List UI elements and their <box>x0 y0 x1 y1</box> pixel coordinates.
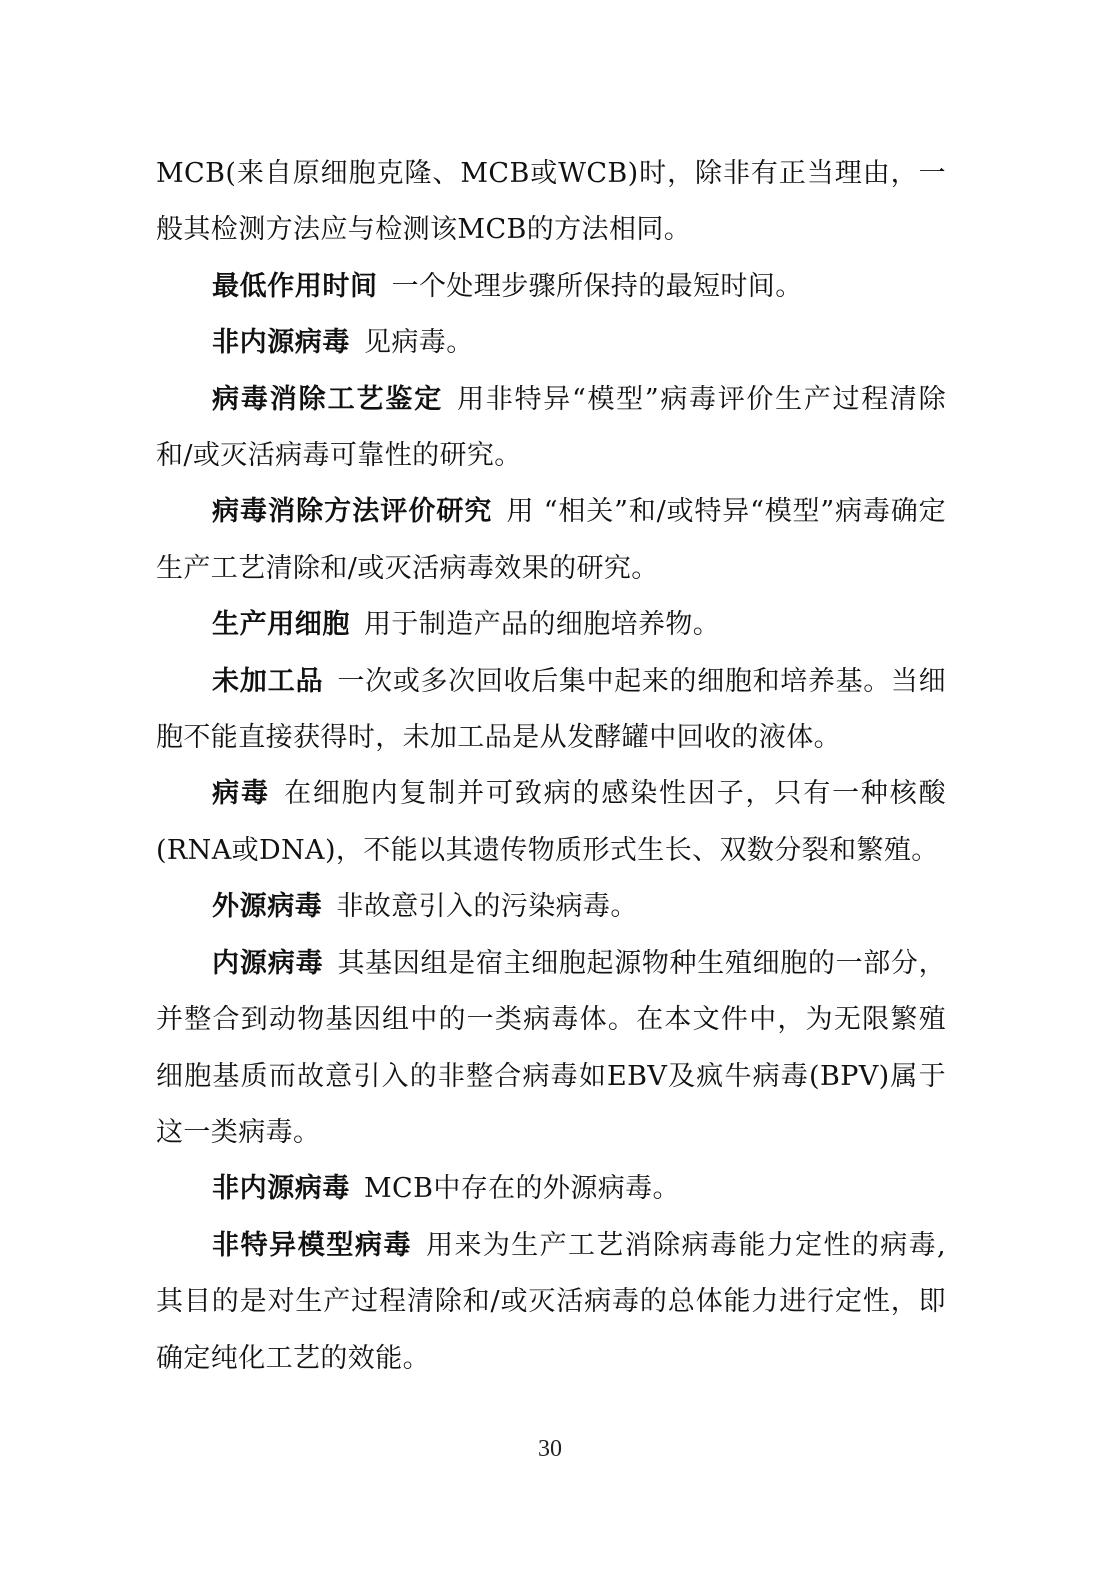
definition-text: 非故意引入的污染病毒。 <box>336 891 638 923</box>
definition-text: 用于制造产品的细胞培养物。 <box>364 609 721 641</box>
definition-text: 见病毒。 <box>364 327 474 359</box>
definition-term: 内源病毒 <box>212 947 324 979</box>
definition-term: 最低作用时间 <box>212 270 378 302</box>
definition-term: 病毒消除方法评价研究 <box>212 496 493 528</box>
definition-term: 非内源病毒 <box>212 327 350 359</box>
definition-text: 用 “相关”和/或特异“模型”病毒确定生产工艺清除和/或灭活病毒效果的研究。 <box>156 496 946 584</box>
definition-unprocessed-bulk <box>156 654 946 767</box>
definition-text: MCB中存在的外源病毒。 <box>364 1173 680 1205</box>
definition-term: 外源病毒 <box>212 891 323 923</box>
definition-term: 非特异模型病毒 <box>212 1229 413 1261</box>
definition-non-endogenous-virus-mcb <box>156 1161 946 1217</box>
definition-term: 病毒 <box>212 778 271 810</box>
definition-text: 用来为生产工艺消除病毒能力定性的病毒,其目的是对生产过程清除和/或灭活病毒的总体能力进行定性，即确定纯化工艺的效能。 <box>156 1229 946 1374</box>
definition-endogenous-virus <box>156 936 946 1162</box>
definition-text: 其基因组是宿主细胞起源物种生殖细胞的一部分，并整合到动物基因组中的一类病毒体。在本文件中，为无限繁殖细胞基质而故意引入的非整合病毒如EBV及疯牛病毒(BPV)属于这一类病毒。 <box>156 947 946 1148</box>
definition-virus-removal-evaluation <box>156 484 946 597</box>
page-number: 30 <box>538 1436 562 1462</box>
definition-production-cells <box>156 597 946 653</box>
definition-adventitious-virus <box>156 879 946 935</box>
continuation-paragraph: MCB(来自原细胞克隆、MCB或WCB)时，除非有正当理由，一般其检测方法应与检测该MCB的方法相同。 <box>156 158 946 246</box>
definition-text: 在细胞内复制并可致病的感染性因子，只有一种核酸(RNA或DNA)，不能以其遗传物质形式生长、双数分裂和繁殖。 <box>156 778 947 866</box>
definition-virus-removal-validation <box>156 372 946 485</box>
definition-virus <box>156 766 946 879</box>
definition-text: 一次或多次回收后集中起来的细胞和培养基。当细胞不能直接获得时，未加工品是从发酵罐中回收的液体。 <box>156 665 946 754</box>
definition-term: 病毒消除工艺鉴定 <box>212 383 444 415</box>
definition-term: 未加工品 <box>212 665 324 697</box>
definition-nonspecific-model-virus <box>156 1218 946 1387</box>
definition-minimum-action-time <box>156 259 946 315</box>
definition-non-endogenous-virus <box>156 315 946 371</box>
definition-term: 非内源病毒 <box>212 1173 350 1205</box>
definition-text: 一个处理步骤所保持的最短时间。 <box>391 270 803 302</box>
definition-text: 用非特异“模型”病毒评价生产过程清除和/或灭活病毒可靠性的研究。 <box>156 383 946 472</box>
definition-term: 生产用细胞 <box>212 609 350 641</box>
document-body <box>156 146 946 1387</box>
